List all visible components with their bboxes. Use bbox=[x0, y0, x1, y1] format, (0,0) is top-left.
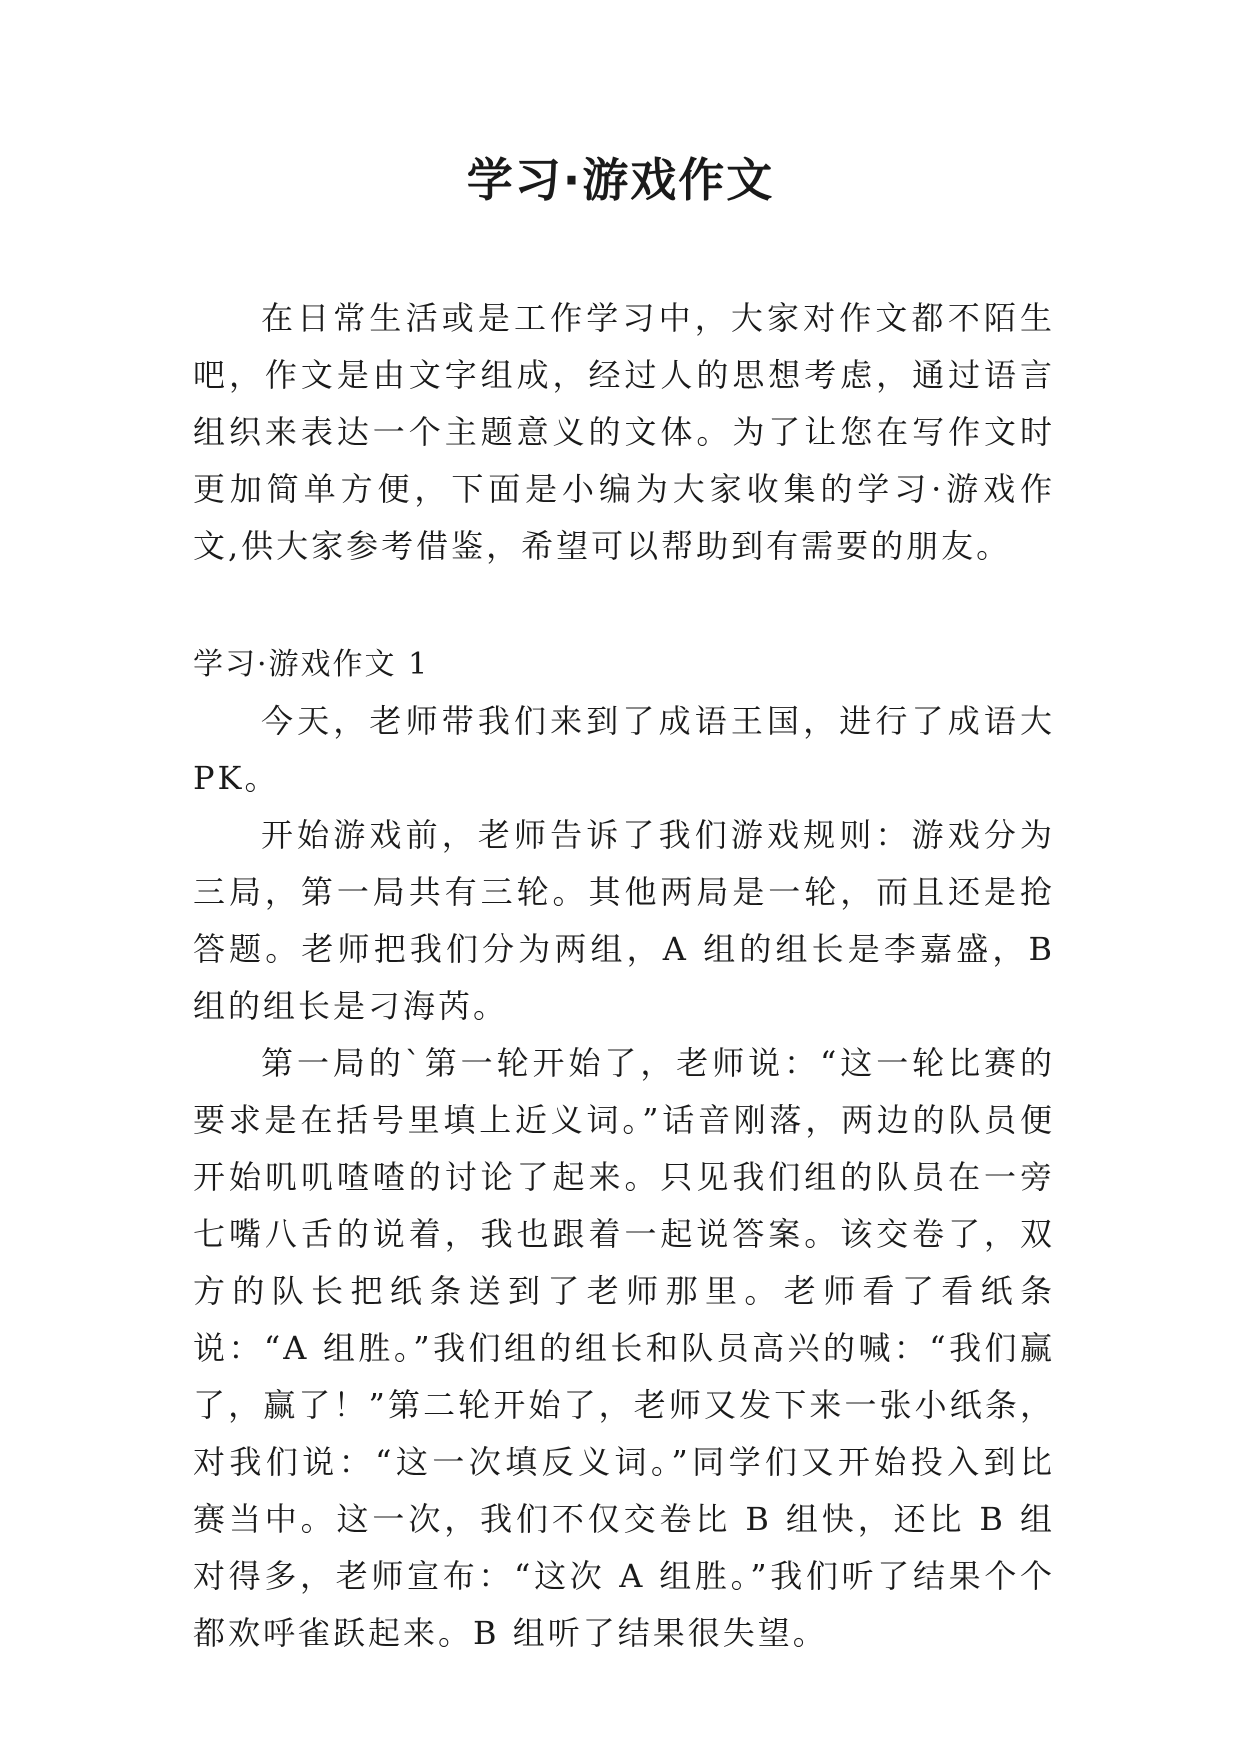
section-heading: 学习·游戏作文 1 bbox=[193, 647, 430, 682]
section-paragraph: 第一局的`第一轮开始了，老师说：“这一轮比赛的要求是在括号里填上近义词。”话音刚落，两边的队员便开始叽叽喳喳的讨论了起来。只见我们组的队员在一旁七嘴八舌的说着，我也跟着一起说答案。该交卷了，双方的队长把纸条送到了老师那里。老师看了看纸条说：“A 组胜。”我们组的组长和队员高兴的喊：“我们赢了，赢了！”第二轮开始了，老师又发下来一张小纸条，对我们说：“这一次填反义词。”同学们又开始投入到比赛当中。这一次，我们不仅交卷比 B 组快，还比 B 组对得多，老师宣布：“这次 A 组胜。”我们听了结果个个都欢呼雀跃起来。B 组听了结果很失望。 bbox=[193, 1044, 1055, 1652]
intro-paragraph: 在日常生活或是工作学习中，大家对作文都不陌生吧，作文是由文字组成，经过人的思想考虑，通过语言组织来表达一个主题意义的文体。为了让您在写作文时更加简单方便，下面是小编为大家收集的学习·游戏作文,供大家参考借鉴，希望可以帮助到有需要的朋友。 bbox=[193, 299, 1055, 565]
section-paragraph: 今天，老师带我们来到了成语王国，进行了成语大 PK。 bbox=[193, 702, 1055, 797]
essay-section bbox=[193, 636, 1055, 1662]
document-title: 学习·游戏作文 bbox=[466, 153, 775, 207]
section-paragraph: 开始游戏前，老师告诉了我们游戏规则：游戏分为三局，第一局共有三轮。其他两局是一轮，而且还是抢答题。老师把我们分为两组，A 组的组长是李嘉盛，B 组的组长是刁海芮。 bbox=[193, 816, 1055, 1025]
